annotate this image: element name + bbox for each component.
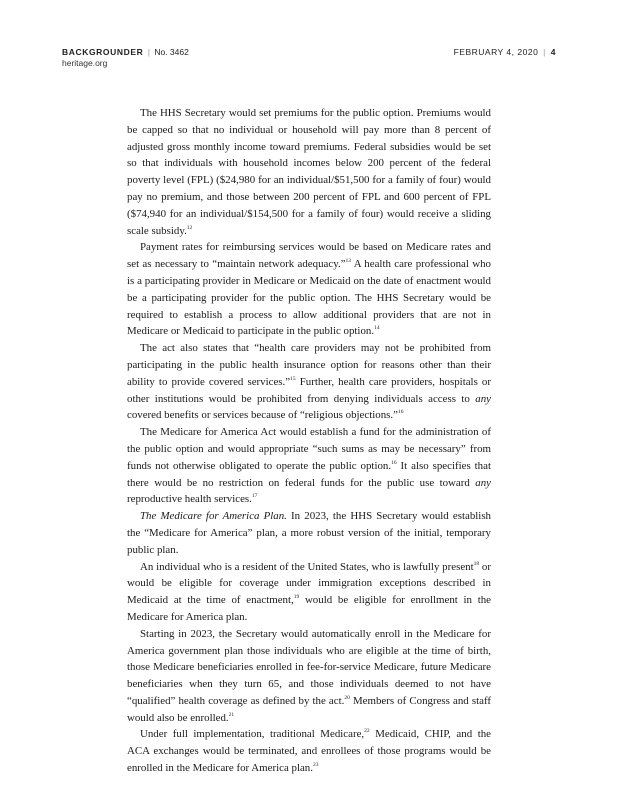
footnote-ref: 19: [293, 594, 300, 601]
paragraph: [127, 559, 491, 626]
paragraph: [127, 424, 491, 508]
page-number: 4: [550, 47, 556, 57]
text-run: In 2023, the HHS Secretary would establish the “Medicare for America” plan, a more robust version of the initial, temporary public plan.: [127, 510, 492, 556]
paragraph: [127, 726, 491, 776]
text-run: An individual who is a resident of the United States, who is lawfully present: [140, 560, 474, 573]
paragraph: [127, 105, 491, 239]
footnote-ref: 16: [391, 459, 397, 466]
section-lead: The Medicare for America Plan.: [140, 510, 287, 523]
paragraph: [127, 508, 491, 558]
footnote-ref: 22: [364, 728, 370, 735]
text-run: reproductive health services.: [127, 493, 252, 506]
text-run: The act also states that “health care providers may not be prohibited from participating in the public health insurance option for reasons other than their ability to provide covered services.”: [127, 342, 491, 388]
footnote-ref: 14: [374, 325, 380, 332]
running-header-right: [454, 47, 556, 58]
footnote-ref: 21: [228, 711, 235, 718]
site-url: heritage.org: [62, 58, 108, 68]
text-run: A health care professional who is a participating provider in Medicare or Medicaid on the date of enactment would be a participating provider for the public option. The HHS Secretary would be required to establish a process to allow additional providers that are not in Medicare or Medicaid to participate in the public option.: [127, 258, 491, 338]
footnote-ref: 12: [186, 224, 193, 231]
footnote-ref: 20: [344, 694, 350, 701]
running-header-left: [62, 47, 189, 69]
text-run: Under full implementation, traditional Medicare,: [140, 728, 365, 741]
paragraph: [127, 239, 491, 340]
footnote-ref: 23: [312, 762, 319, 769]
text-run: Medicaid, CHIP, and the ACA exchanges would be terminated, and enrollees of those programs would be enrolled in the Medicare for America plan.: [127, 728, 491, 775]
footnote-ref: 15: [290, 375, 296, 382]
text-run: It also specifies that there would be no restriction on federal funds for the public use toward: [127, 459, 491, 489]
footnote-ref: 13: [345, 258, 351, 265]
footnote-ref: 17: [251, 493, 258, 500]
text-run: The Medicare for America Act would establish a fund for the administration of the public option and would appropriate “such sums as may be necessary” from funds not otherwise obligated to operate the public option.: [127, 426, 491, 472]
text-run: covered benefits or services because of “religious objections.”: [127, 409, 398, 422]
article-body: [127, 105, 491, 777]
publication-date: FEBRUARY 4, 2020: [453, 47, 539, 57]
footnote-ref: 18: [473, 560, 480, 567]
paragraph: [127, 626, 491, 727]
header-separator: |: [543, 47, 546, 57]
emphasis: any: [475, 392, 491, 405]
issue-number: No. 3462: [154, 47, 189, 57]
paragraph: [127, 340, 491, 424]
header-separator: |: [147, 47, 150, 57]
text-run: or would be eligible for coverage under immigration exceptions described in Medicaid at the time of enactment,: [127, 560, 492, 607]
text-run: Starting in 2023, the Secretary would automatically enroll in the Medicare for America government plan those individuals who are eligible at the time of birth, those Medicare beneficiaries enrolled in fee-for-service Medicare, future Medicare beneficiaries when they turn 65, and those individuals deemed to not have “qualified” health coverage as defined by the act.: [127, 627, 491, 707]
emphasis: any: [475, 476, 491, 489]
footnote-ref: 16: [397, 409, 404, 416]
text-run: Further, health care providers, hospitals or other institutions would be prohibited from denying individuals access to: [127, 375, 491, 405]
text-run: Payment rates for reimbursing services would be based on Medicare rates and set as necessary to “maintain network adequacy.”: [127, 241, 491, 271]
text-run: Members of Congress and staff would also be enrolled.: [127, 694, 491, 724]
series-name: BACKGROUNDER: [62, 47, 144, 57]
text-run: would be eligible for enrollment in the Medicare for America plan.: [127, 594, 491, 623]
text-run: The HHS Secretary would set premiums for the public option. Premiums would be capped so that no individual or household will pay more than 8 percent of adjusted gross monthly income toward premiums. Federal subsidies would be set so that individuals with household incomes below 200 percent of the federal poverty level (FPL) ($24,980 for an individual/$51,500 for a family of four) would pay no premium, and those between 200 percent of FPL and 600 percent of FPL ($74,940 for an individual/$154,500 for a family of four) would receive a sliding scale subsidy.: [127, 107, 491, 237]
